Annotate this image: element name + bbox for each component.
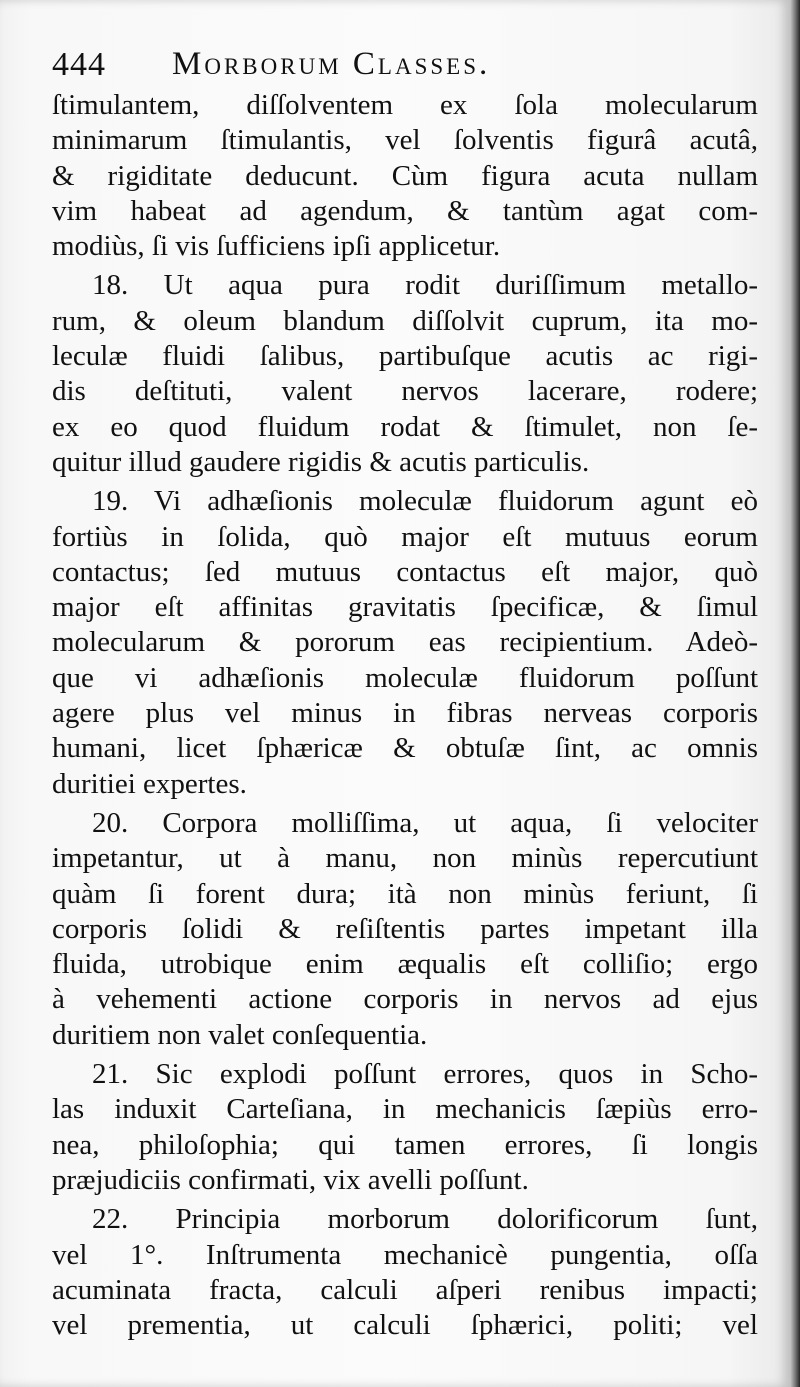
text-line: ex eo quod fluidum rodat & ſtimulet, non ſe-: [52, 410, 758, 443]
text-line: 19. Vi adhæſionis moleculæ fluidorum agunt eò: [92, 485, 758, 518]
text-line: 18. Ut aqua pura rodit duriſſimum metallo-: [92, 269, 758, 302]
text-line: minimarum ſtimulantis, vel ſolventis figurâ acutâ,: [52, 124, 758, 157]
body-text: [52, 88, 758, 1343]
text-line: quàm ſi forent dura; ità non minùs feriunt, ſi: [52, 877, 758, 910]
text-line: 22. Principia morborum dolorificorum ſunt,: [92, 1203, 758, 1236]
text-line: leculæ fluidi ſalibus, partibuſque acutis ac rigi-: [52, 340, 758, 373]
page-header: [52, 44, 652, 90]
text-line: duritiei expertes.: [52, 767, 247, 800]
page-number: 444: [52, 46, 106, 83]
text-line: nea, philoſophia; qui tamen errores, ſi longis: [52, 1128, 758, 1161]
text-line: major eſt affinitas gravitatis ſpecificæ, & ſimul: [52, 591, 758, 624]
text-line: molecularum & pororum eas recipientium. Adeò-: [52, 626, 758, 659]
text-line: fluida, utrobique enim æqualis eſt colliſio; ergo: [52, 948, 758, 981]
text-line: humani, licet ſphæricæ & obtuſæ ſint, ac omnis: [52, 732, 758, 765]
text-line: corporis ſolidi & reſiſtentis partes impetant illa: [52, 912, 758, 945]
text-line: rum, & oleum blandum diſſolvit cuprum, ita mo-: [52, 304, 758, 337]
text-line: vim habeat ad agendum, & tantùm agat com-: [52, 194, 758, 227]
text-line: 20. Corpora molliſſima, ut aqua, ſi velociter: [92, 806, 758, 839]
text-line: fortiùs in ſolida, quò major eſt mutuus eorum: [52, 520, 758, 553]
text-line: præjudiciis confirmati, vix avelli poſſunt.: [52, 1163, 529, 1196]
text-line: ſtimulantem, diſſolventem ex ſola molecularum: [52, 89, 758, 121]
text-line: contactus; ſed mutuus contactus eſt major, quò: [52, 555, 758, 588]
text-line: acuminata fracta, calculi aſperi renibus impacti;: [52, 1273, 758, 1306]
text-line: vel 1°. Inſtrumenta mechanicè pungentia, oſſa: [52, 1238, 758, 1271]
text-line: impetantur, ut à manu, non minùs repercutiunt: [52, 842, 758, 875]
running-title: Morborum Classes.: [172, 46, 491, 82]
text-line: vel prementia, ut calculi ſphærici, politi; vel: [52, 1309, 758, 1342]
text-line: quitur illud gaudere rigidis & acutis particulis.: [52, 445, 590, 478]
text-line: & rigiditate deducunt. Cùm figura acuta nullam: [52, 159, 758, 192]
text-line: dis deſtituti, valent nervos lacerare, rodere;: [52, 375, 758, 408]
page-edge-shadow: [790, 0, 800, 1387]
text-line: 21. Sic explodi poſſunt errores, quos in Scho-: [92, 1058, 758, 1091]
text-line: modiùs, ſi vis ſufficiens ipſi applicetur.: [52, 230, 501, 263]
text-line: à vehementi actione corporis in nervos ad ejus: [52, 983, 758, 1016]
text-line: las induxit Carteſiana, in mechanicis ſæpiùs erro-: [52, 1093, 758, 1126]
text-line: agere plus vel minus in fibras nerveas corporis: [52, 697, 758, 730]
text-line: que vi adhæſionis moleculæ fluidorum poſſunt: [52, 661, 758, 694]
text-line: duritiem non valet conſequentia.: [52, 1018, 428, 1051]
